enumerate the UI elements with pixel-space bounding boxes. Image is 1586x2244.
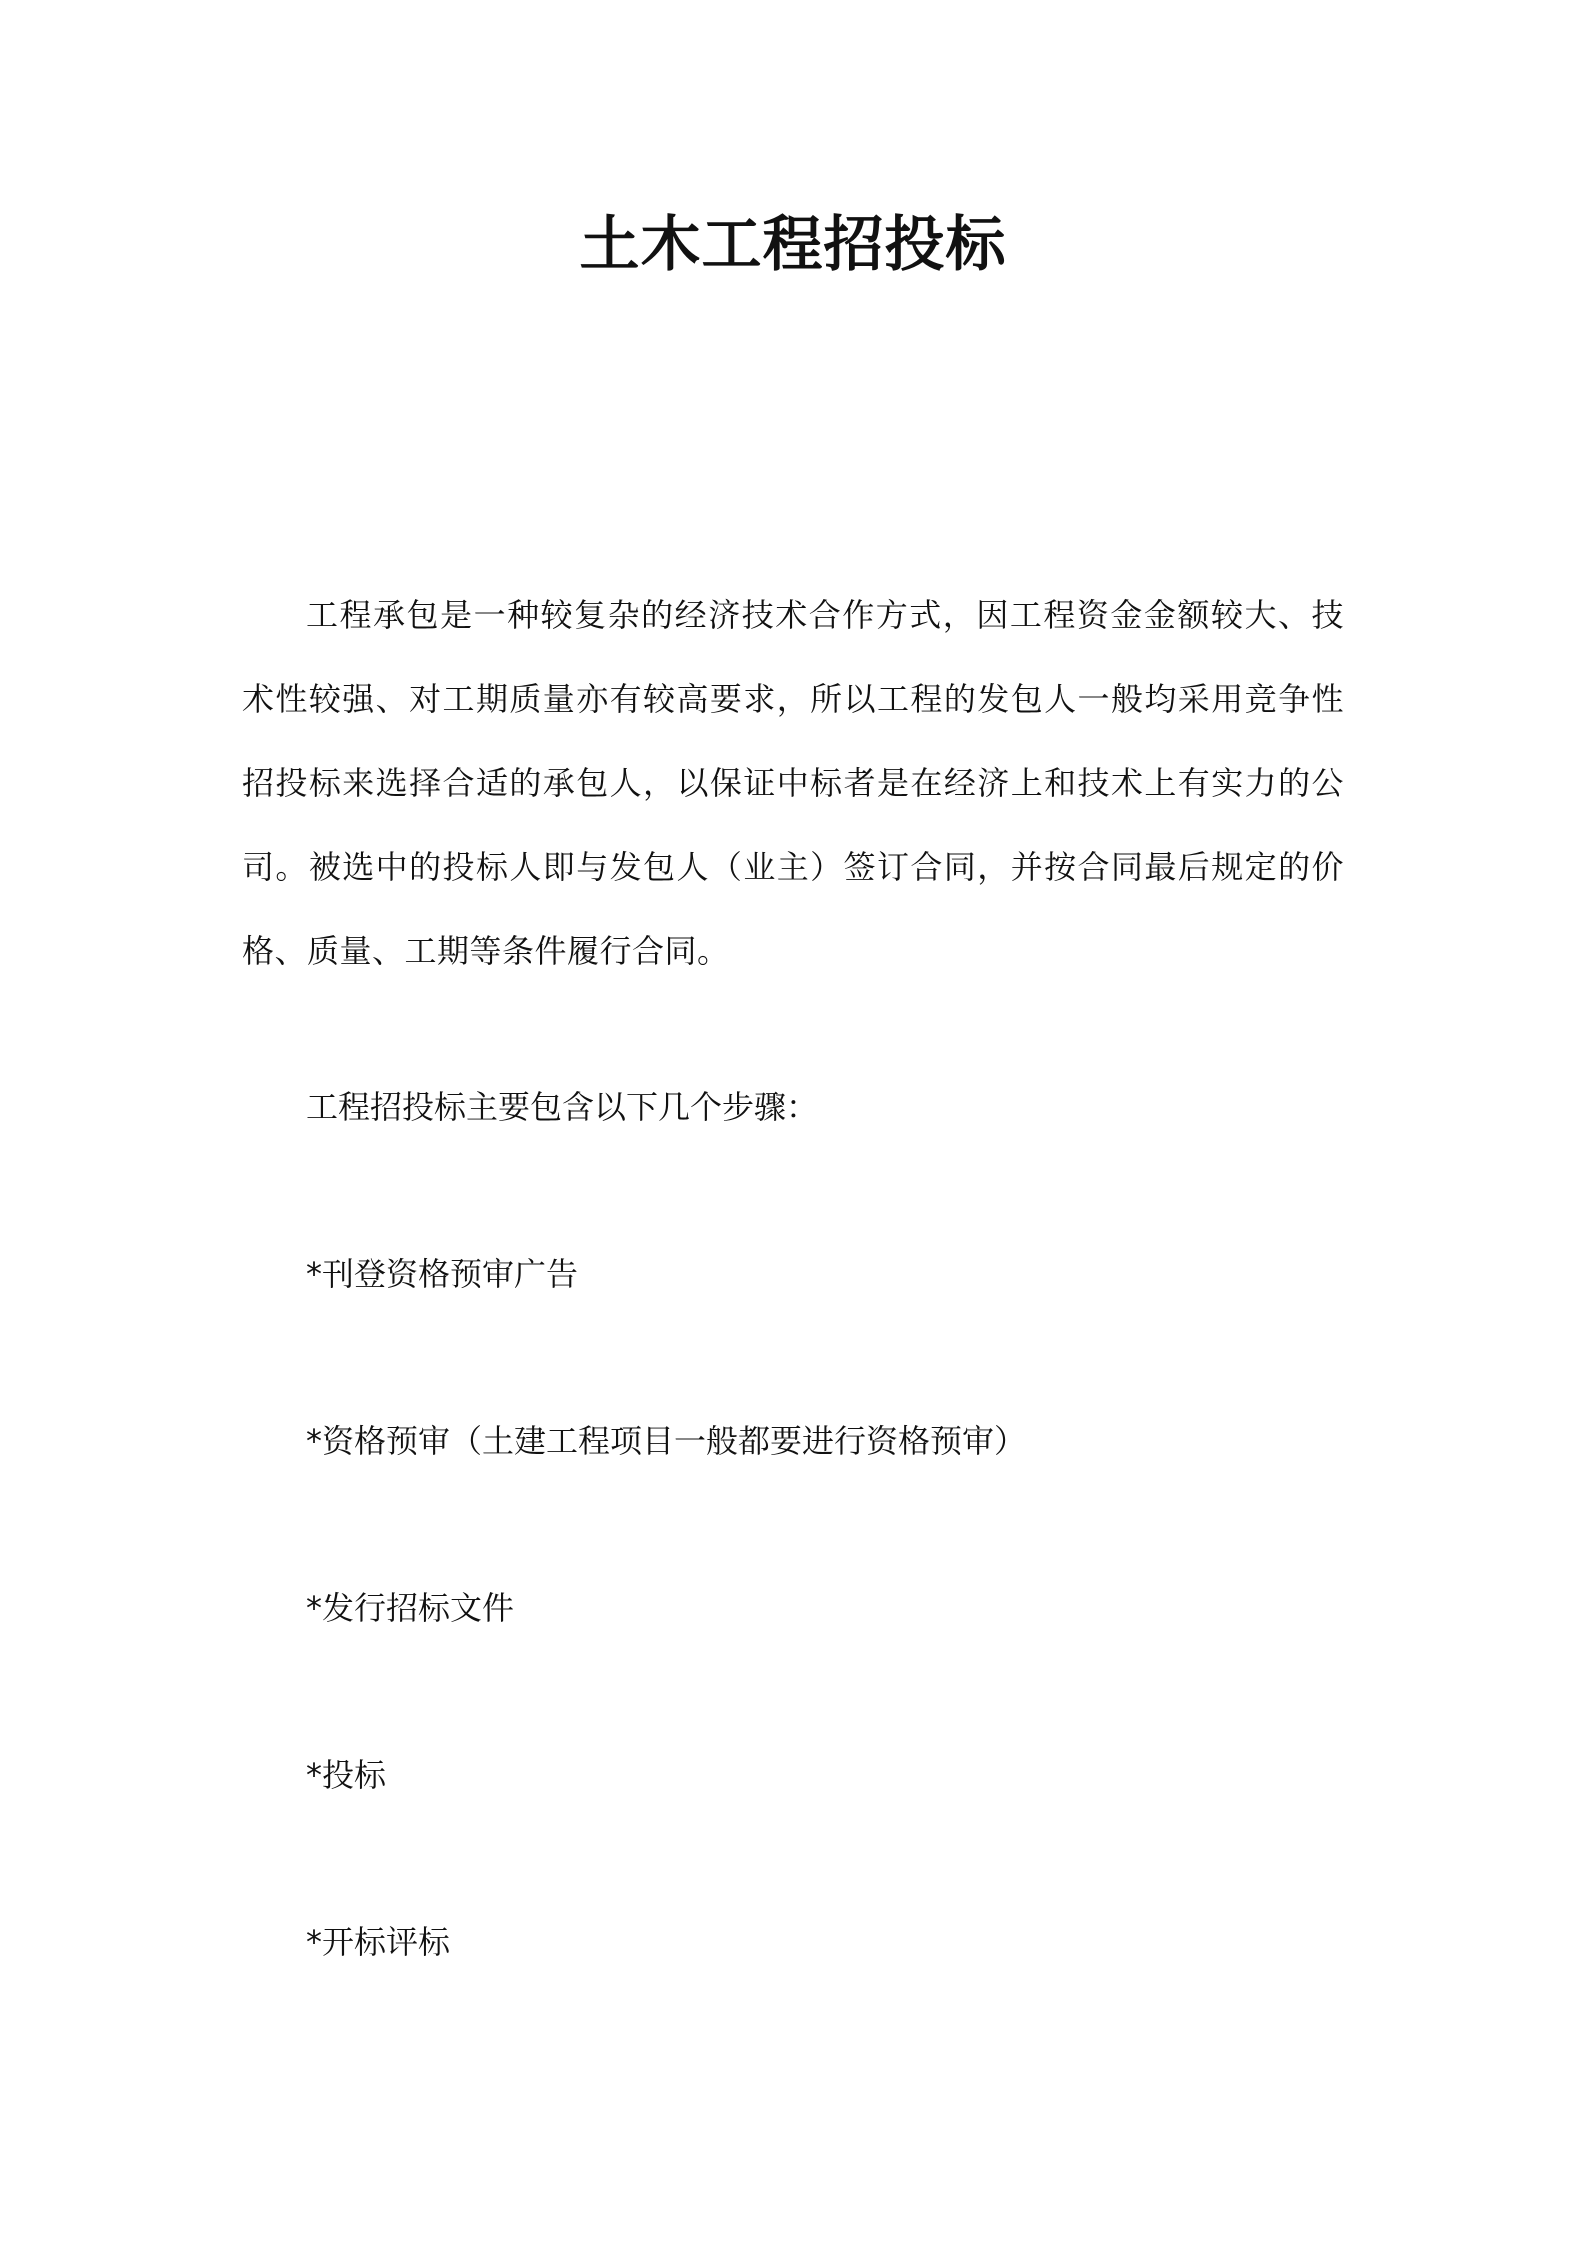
intro-paragraph: 工程承包是一种较复杂的经济技术合作方式，因工程资金金额较大、技术性较强、对工期质量亦有较高要求，所以工程的发包人一般均采用竞争性招投标来选择合适的承包人，以保证中标者是在经济上和技术上有实力的公司。被选中的投标人即与发包人（业主）签订合同，并按合同最后规定的价格、质量、工期等条件履行合同。: [242, 596, 1344, 970]
step-item: *投标: [306, 1756, 387, 1794]
document-title: 土木工程招投标: [579, 210, 1007, 280]
step-item: *刊登资格预审广告: [306, 1255, 579, 1293]
step-item: *开标评标: [306, 1923, 451, 1961]
step-item: *发行招标文件: [306, 1589, 515, 1627]
steps-intro: 工程招投标主要包含以下几个步骤：: [306, 1088, 819, 1126]
step-item: *资格预审（土建工程项目一般都要进行资格预审）: [306, 1422, 1027, 1460]
